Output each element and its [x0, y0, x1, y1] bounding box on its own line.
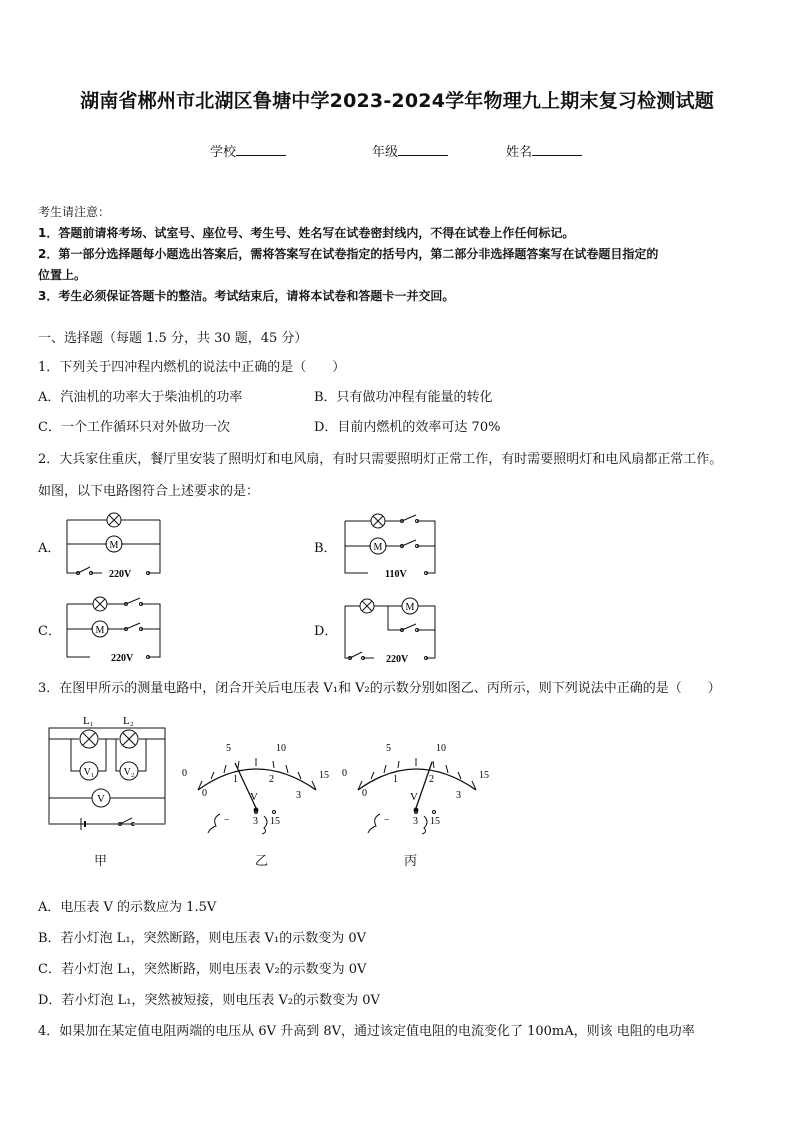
q2-option-b-label[interactable]: B． [314, 541, 337, 556]
q3-option-c[interactable]: C．若小灯泡 L₁，突然断路，则电压表 V₂的示数变为 0V [38, 962, 367, 977]
meter-tick-15: 15 [479, 770, 489, 781]
motor-label: M [95, 625, 105, 636]
label-l1: L₁ [83, 715, 94, 727]
meter-ticks [358, 758, 476, 790]
q3-stem: 3．在图甲所示的测量电路中，闭合开关后电压表 V₁和 V₂的示数分别如图乙、丙所示，则下列说法中正确的是（ ） [38, 681, 721, 696]
notice-heading: 考生请注意： [38, 205, 111, 219]
q2-circuit-d [338, 594, 443, 666]
q2-circuit-a [60, 510, 165, 580]
notice-item-2-cont: 位置上。 [38, 268, 87, 282]
meter-unit: V [410, 791, 418, 803]
caption-bing: 丙 [404, 854, 418, 869]
meter-tick-1: 1 [393, 774, 398, 785]
school-blank[interactable] [236, 143, 286, 156]
q3-option-a[interactable]: A．电压表 V 的示数应为 1.5V [38, 900, 217, 915]
terminal-3: 3 [413, 816, 418, 827]
grade-blank[interactable] [398, 143, 448, 156]
meter-ticks [198, 758, 316, 790]
q2-circuit-c [60, 594, 165, 664]
meter-tick-5: 5 [386, 743, 391, 754]
terminal-minus: − [384, 815, 390, 826]
school-field[interactable] [210, 141, 286, 160]
motor-label: M [109, 540, 119, 551]
q3-option-d[interactable]: D．若小灯泡 L₁，突然被短接，则电压表 V₂的示数变为 0V [38, 993, 380, 1008]
voltage-label: 220V [386, 654, 409, 665]
motor-label: M [405, 602, 415, 613]
meter-tick-2: 2 [269, 774, 274, 785]
caption-yi: 乙 [255, 854, 269, 869]
name-blank[interactable] [532, 143, 582, 156]
meter-tick-10: 10 [276, 743, 286, 754]
meter-unit: V [250, 791, 258, 803]
q2-option-c-label[interactable]: C． [38, 624, 61, 639]
q1-option-a[interactable]: A．汽油机的功率大于柴油机的功率 [38, 390, 243, 405]
notice-item-2: 2．第一部分选择题每小题选出答案后，需将答案写在试卷指定的括号内，第二部分非选择题答案写在试卷题目指定的 [38, 247, 659, 261]
q3-circuit-jia [44, 710, 170, 834]
meter-tick-3: 3 [296, 790, 301, 801]
meter-left-zero: 0 [342, 768, 347, 779]
q2-circuit-b [338, 510, 443, 582]
name-field[interactable] [506, 141, 582, 160]
meter-tick-1: 1 [233, 774, 238, 785]
motor-label: M [373, 542, 383, 553]
q2-option-a-label[interactable]: A． [38, 541, 61, 556]
q3-meter-bing [336, 736, 496, 836]
q1-option-b[interactable]: B．只有做功冲程有能量的转化 [314, 390, 493, 405]
page-title: 湖南省郴州市北湖区鲁塘中学2023-2024学年物理九上期末复习检测试题 [80, 90, 714, 112]
label-v2: V₂ [123, 767, 135, 778]
notice-item-1: 1．答题前请将考场、试室号、座位号、考生号、姓名写在试卷密封线内，不得在试卷上作任何标记。 [38, 226, 575, 240]
q1-option-c[interactable]: C．一个工作循环只对外做功一次 [38, 420, 230, 435]
meter-tick-5: 5 [226, 743, 231, 754]
q3-meter-yi [176, 736, 336, 836]
terminal-15: 15 [430, 816, 440, 827]
terminal-15: 15 [270, 816, 280, 827]
name-label: 姓名 [506, 145, 533, 160]
meter-tick-3: 3 [456, 790, 461, 801]
notice-item-3: 3．考生必须保证答题卡的整洁。考试结束后，请将本试卷和答题卡一并交回。 [38, 289, 455, 303]
q2-stem-line1: 2．大兵家住重庆，餐厅里安装了照明灯和电风扇，有时只需要照明灯正常工作，有时需要照明灯和电风扇都正常工作。 [38, 452, 723, 467]
school-label: 学校 [210, 145, 237, 160]
terminal-minus: − [224, 815, 230, 826]
meter-bottom-zero: 0 [202, 788, 207, 799]
label-v: V [97, 793, 105, 805]
label-v1: V₁ [83, 767, 95, 778]
q2-option-d-label[interactable]: D． [314, 624, 338, 639]
q1-option-d[interactable]: D．目前内燃机的效率可达 70% [314, 420, 501, 435]
meter-left-zero: 0 [182, 768, 187, 779]
meter-bottom-zero: 0 [362, 788, 367, 799]
grade-label: 年级 [372, 145, 399, 160]
voltage-label: 220V [109, 569, 132, 580]
voltage-label: 220V [111, 653, 134, 664]
voltage-label: 110V [385, 569, 407, 580]
grade-field[interactable] [372, 141, 448, 160]
meter-tick-15: 15 [319, 770, 329, 781]
meter-tick-10: 10 [436, 743, 446, 754]
q4-stem: 4．如果加在某定值电阻两端的电压从 6V 升高到 8V，通过该定值电阻的电流变化了 100mA，则该 电阻的电功率 [38, 1024, 695, 1039]
q3-option-b[interactable]: B．若小灯泡 L₁，突然断路，则电压表 V₁的示数变为 0V [38, 931, 367, 946]
terminal-3: 3 [253, 816, 258, 827]
q1-stem: 1．下列关于四冲程内燃机的说法中正确的是（ ） [38, 360, 346, 375]
meter-tick-2: 2 [429, 774, 434, 785]
caption-jia: 甲 [94, 854, 108, 869]
q2-stem-line2: 如图，以下电路图符合上述要求的是： [38, 484, 260, 499]
section-heading: 一、选择题（每题 1.5 分，共 30 题，45 分） [38, 331, 308, 346]
label-l2: L₂ [123, 715, 134, 727]
